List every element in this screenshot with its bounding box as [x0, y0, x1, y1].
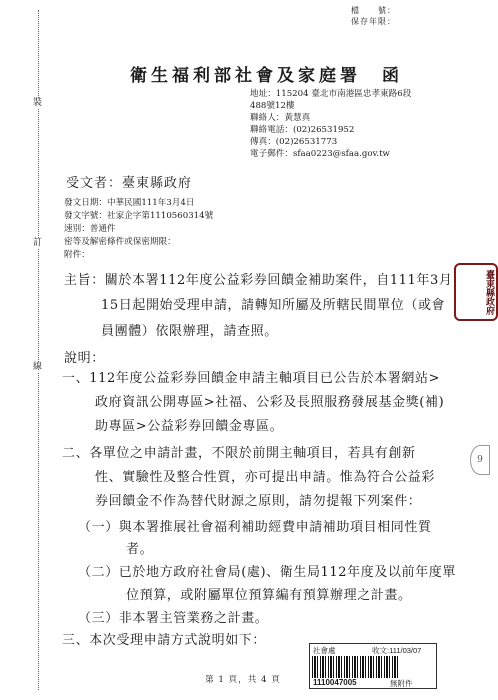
contact-address-2: 488號12樓 [250, 101, 295, 111]
contact-fax: 傳真：(02)26531773 [250, 137, 338, 147]
item-1-line-3: 助專區>公益彩券回饋金專區。 [95, 419, 284, 434]
attachment: 附件： [64, 250, 90, 260]
receipt-stamp [309, 643, 437, 689]
contact-phone: 聯絡電話：(02)26531952 [250, 125, 355, 135]
contact-person: 聯絡人：黃慧真 [250, 113, 311, 123]
receipt-attachment: 無附件 [390, 679, 413, 688]
delivery-speed: 速別：普通件 [64, 224, 116, 234]
explanation-label: 說明： [64, 351, 105, 366]
receipt-date: 收文:111/03/07 [372, 646, 422, 655]
sub-1-line-2: 者。 [126, 542, 154, 557]
edge-page-number: 9 [470, 445, 490, 475]
classification: 密等及解密條件或保密期限： [64, 237, 176, 247]
receipt-department: 社會處 [313, 646, 336, 655]
binding-mark-1: 裝 [33, 98, 43, 108]
item-2-line-1: 二、各單位之申請計畫，不限於前開主軸項目，若具有創新 [62, 446, 416, 461]
barcode-number: 1110047005 [313, 678, 357, 687]
item-1-line-2: 政府資訊公開專區>社福、公彩及長照服務發展基金獎(補) [95, 395, 445, 410]
item-1-line-1: 一、112年度公益彩券回饋金申請主軸項目已公告於本署網站> [62, 371, 441, 386]
contact-email: 電子郵件：sfaa0223@sfaa.gov.tw [250, 149, 390, 159]
retention-label: 保存年限： [351, 17, 396, 26]
item-2-line-3: 券回饋金不作為替代財源之原則，請勿提報下列案件： [95, 494, 422, 509]
subject-line-1: 主旨：關於本署112年度公益彩券回饋金補助案件，自111年3月 [64, 273, 453, 288]
recipient: 受文者：臺東縣政府 [66, 176, 193, 191]
barcode-icon [312, 656, 398, 678]
recipient-seal-stamp: 臺東縣政府 [454, 263, 498, 321]
sub-2-line-1: （二）已於地方政府社會局(處)、衛生局112年度及以前年度單 [78, 565, 456, 580]
binding-line [38, 10, 39, 690]
sub-1-line-1: （一）與本署推展社會福利補助經費申請補助項目相同性質 [78, 520, 432, 535]
contact-address: 地址：115204 臺北市南港區忠孝東路6段 [250, 89, 412, 99]
sub-2-line-2: 位預算，或附屬單位預算編有預算辦理之計畫。 [126, 588, 412, 603]
sub-3: （三）非本署主管業務之計畫。 [78, 611, 269, 626]
page-footer: 第 1 頁，共 4 頁 [205, 675, 281, 685]
subject-line-2: 15日起開始受理申請，請轉知所屬及所轄民間單位（或會 [101, 298, 446, 313]
document-number: 發文字號：社家企字第1110560314號 [64, 211, 214, 221]
binding-mark-3: 線 [33, 362, 43, 372]
file-number-label: 檔 號： [351, 6, 396, 15]
item-3: 三、本次受理申請方式說明如下： [62, 633, 267, 648]
agency-title: 衛生福利部社會及家庭署 函 [130, 66, 403, 86]
binding-mark-2: 訂 [33, 238, 43, 248]
subject-line-3: 員團體）依限辦理，請查照。 [101, 324, 278, 339]
issue-date: 發文日期：中華民國111年3月4日 [64, 198, 195, 208]
item-2-line-2: 性、實驗性及整合性質，亦可提出申請。惟為符合公益彩 [95, 470, 436, 485]
